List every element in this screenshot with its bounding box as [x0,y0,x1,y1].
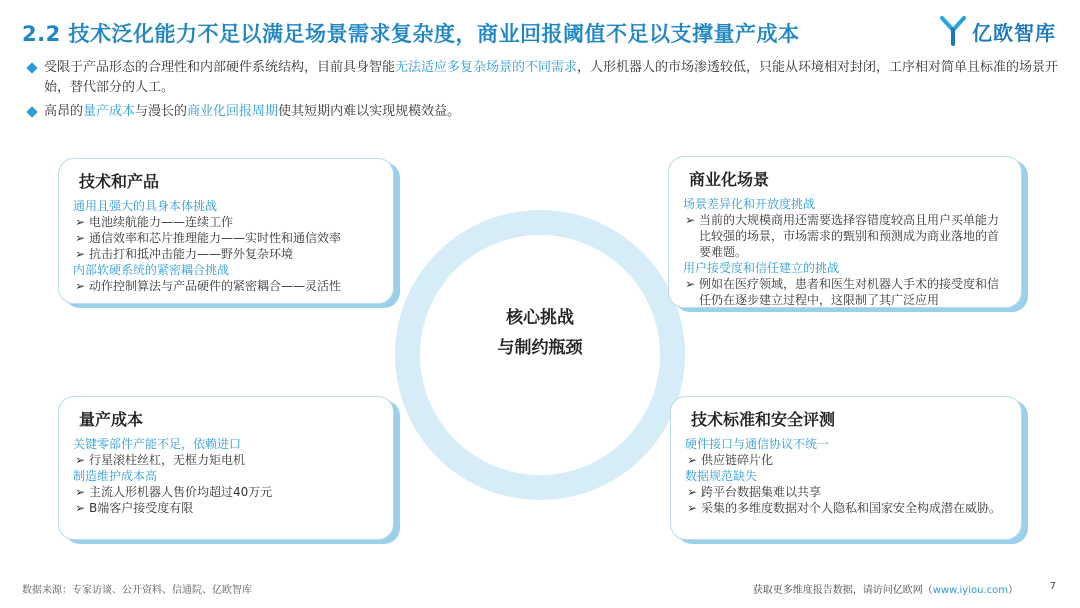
intro-bullet: 高昂的量产成本与漫长的商业化回报周期使其短期内难以实现规模效益。 [26,102,1066,122]
chevron-right-icon: ➢ [75,231,86,245]
card-list-item: ➢ 当前的大规模商用还需要选择容错度较高且用户买单能力比较强的场景，市场需求的甄别和预测成为商业落地的首要难题。 [685,213,1000,259]
chevron-right-icon: ➢ [75,215,86,229]
page-number: 7 [1049,581,1056,592]
chevron-right-icon: ➢ [75,247,86,261]
page-title: 2.2 技术泛化能力不足以满足场景需求复杂度，商业回报阈值不足以支撑量产成本 [22,22,800,46]
card-tech-product [58,158,394,304]
intro-bullets [26,58,1066,126]
card-list-item: ➢ 通信效率和芯片推理能力——实时性和通信效率 [75,231,342,245]
logo-icon [940,16,966,46]
chevron-right-icon: ➢ [687,485,698,499]
chevron-right-icon: ➢ [75,501,86,515]
card-subheading: 硬件接口与通信协议不统一 [685,437,830,451]
card-standard-safety [670,396,1022,540]
card-title: 量产成本 [79,410,144,429]
chevron-right-icon: ➢ [687,453,698,467]
card-title: 商业化场景 [689,170,770,189]
core-label: 核心挑战 与制约瓶颈 [497,308,583,358]
brand-logo [940,16,1056,46]
card-list-item: ➢ 供应链碎片化 [687,453,774,467]
card-list-item: ➢ 行星滚柱丝杠，无框力矩电机 [75,453,246,467]
footer-source: 数据来源：专家访谈、公开资料、信通院、亿欧智库 [22,585,252,596]
chevron-right-icon: ➢ [685,277,696,291]
chevron-right-icon: ➢ [685,213,696,227]
card-subheading: 关键零部件产能不足，依赖进口 [73,437,242,451]
card-subheading: 用户接受度和信任建立的挑战 [683,261,840,275]
footer-more: 获取更多维度报告数据，请访问亿欧网（www.iyiou.com） [752,585,1018,596]
card-list-item: ➢ 动作控制算法与产品硬件的紧密耦合——灵活性 [75,279,342,293]
diamond-bullet-icon [26,62,37,73]
card-title: 技术标准和安全评测 [691,410,836,429]
card-subheading: 场景差异化和开放度挑战 [683,197,816,211]
chevron-right-icon: ➢ [75,279,86,293]
card-list-item: ➢ 抗击打和抵冲击能力——野外复杂环境 [75,247,294,261]
intro-bullet: 受限于产品形态的合理性和内部硬件系统结构，目前具身智能无法适应多复杂场景的不同需求，人形机器人的市场渗透较低，只能从环境相对封闭，工序相对简单且标准的场景开始，替代部分的人工。 [26,58,1066,98]
card-subheading: 制造维护成本高 [73,469,158,483]
card-list-item: ➢ 跨平台数据集难以共享 [687,485,822,499]
footer-link[interactable]: www.iyiou.com [932,585,1008,596]
chevron-right-icon: ➢ [75,485,86,499]
card-list-item: ➢ B端客户接受度有限 [75,501,194,515]
card-list-item: ➢ 采集的多维度数据对个人隐私和国家安全构成潜在威胁。 [687,501,1002,515]
card-list-item: ➢ 电池续航能力——连续工作 [75,215,234,229]
chevron-right-icon: ➢ [687,501,698,515]
card-title: 技术和产品 [79,172,160,191]
diamond-bullet-icon [26,106,37,117]
card-list-item: ➢ 主流人形机器人售价均超过40万元 [75,485,273,499]
card-subheading: 通用且强大的具身本体挑战 [73,199,218,213]
card-subheading: 内部软硬系统的紧密耦合挑战 [73,263,230,277]
card-list-item: ➢ 例如在医疗领域，患者和医生对机器人手术的接受度和信任仍在逐步建立过程中，这限制了其广泛应用 [685,277,1000,307]
card-subheading: 数据规范缺失 [685,469,758,483]
card-mass-production-cost [58,396,394,540]
chevron-right-icon: ➢ [75,453,86,467]
logo-text: 亿欧智库 [972,20,1056,45]
card-business-scenario [668,156,1022,308]
